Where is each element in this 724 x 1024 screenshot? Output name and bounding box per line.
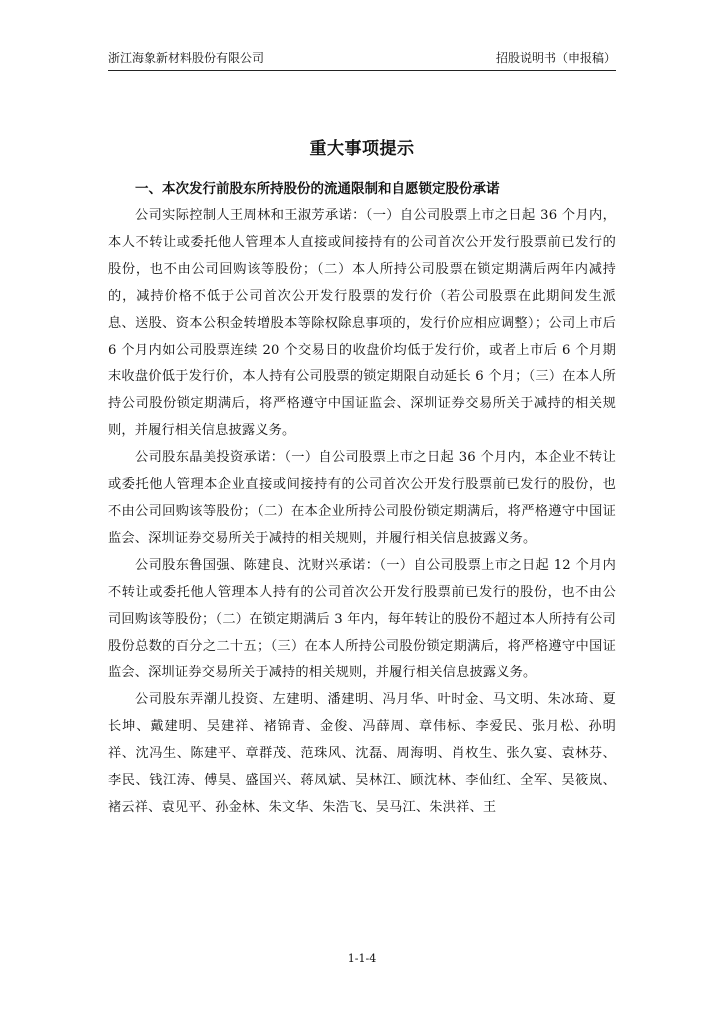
page-number: 1-1-4 <box>347 952 377 965</box>
paragraph-other-shareholders: 公司股东弄潮儿投资、左建明、潘建明、冯月华、叶时金、马文明、朱冰琦、夏长坤、戴建明、吴建祥、褚锦青、金俊、冯薛周、章伟标、李爱民、张月松、孙明祥、沈冯生、陈建平、章群茂、范珠风、沈磊、周海明、肖枚生、张久宴、袁林芬、李民、钱江涛、傅昊、盛国兴、蒋凤斌、吴林江、顾沈林、李仙红、全军、吴筱岚、褚云祥、袁见平、孙金林、朱文华、朱浩飞、吴马江、朱洪祥、王 <box>108 692 616 815</box>
main-content <box>108 178 616 822</box>
page-title: 重大事项提示 <box>309 139 415 159</box>
paragraph-controller-commitment: 公司实际控制人王周林和王淑芳承诺：（一）自公司股票上市之日起 36 个月内，本人不转让或委托他人管理本人直接或间接持有的公司首次公开发行股票前已发行的股份，也不由公司回购该等股份；（二）本人所持公司股票在锁定期满后两年内减持的，减持价格不低于公司首次公开发行股票的发行价（若公司股票在此期间发生派息、送股、资本公积金转增股本等除权除息事项的，发行价应相应调整）；公司上市后 6 个月内如公司股票连续 20 个交易日的收盘价均低于发行价，或者上市后 6 个月期末收盘价低于发行价，本人持有公司股票的锁定期限自动延长 6 个月；（三）在本人所持公司股份锁定期满后，将严格遵守中国证监会、深圳证券交易所关于减持的相关规则，并履行相关信息披露义务。 <box>108 208 616 439</box>
page-header <box>108 50 616 71</box>
section-heading: 一、本次发行前股东所持股份的流通限制和自愿锁定股份承诺 <box>135 181 500 197</box>
paragraph-jingmei-commitment: 公司股东晶美投资承诺：（一）自公司股票上市之日起 36 个月内，本企业不转让或委托他人管理本企业直接或间接持有的公司首次公开发行股票前已发行的股份，也不由公司回购该等股份；（二）在本企业所持公司股份锁定期满后，将严格遵守中国证监会、深圳证券交易所关于减持的相关规则，并履行相关信息披露义务。 <box>108 450 616 546</box>
header-document-type: 招股说明书（申报稿） <box>495 51 616 65</box>
header-company-name: 浙江海象新材料股份有限公司 <box>108 51 265 65</box>
paragraph-shareholders-commitment: 公司股东鲁国强、陈建良、沈财兴承诺：（一）自公司股票上市之日起 12 个月内不转让或委托他人管理本人持有的公司首次公开发行股票前已发行的股份，也不由公司回购该等股份；（二）在锁定期满后 3 年内，每年转让的股份不超过本人所持有公司股份总数的百分之二十五；（三）在本人所持公司股份锁定期满后，将严格遵守中国证监会、深圳证券交易所关于减持的相关规则，并履行相关信息披露义务。 <box>108 557 616 681</box>
